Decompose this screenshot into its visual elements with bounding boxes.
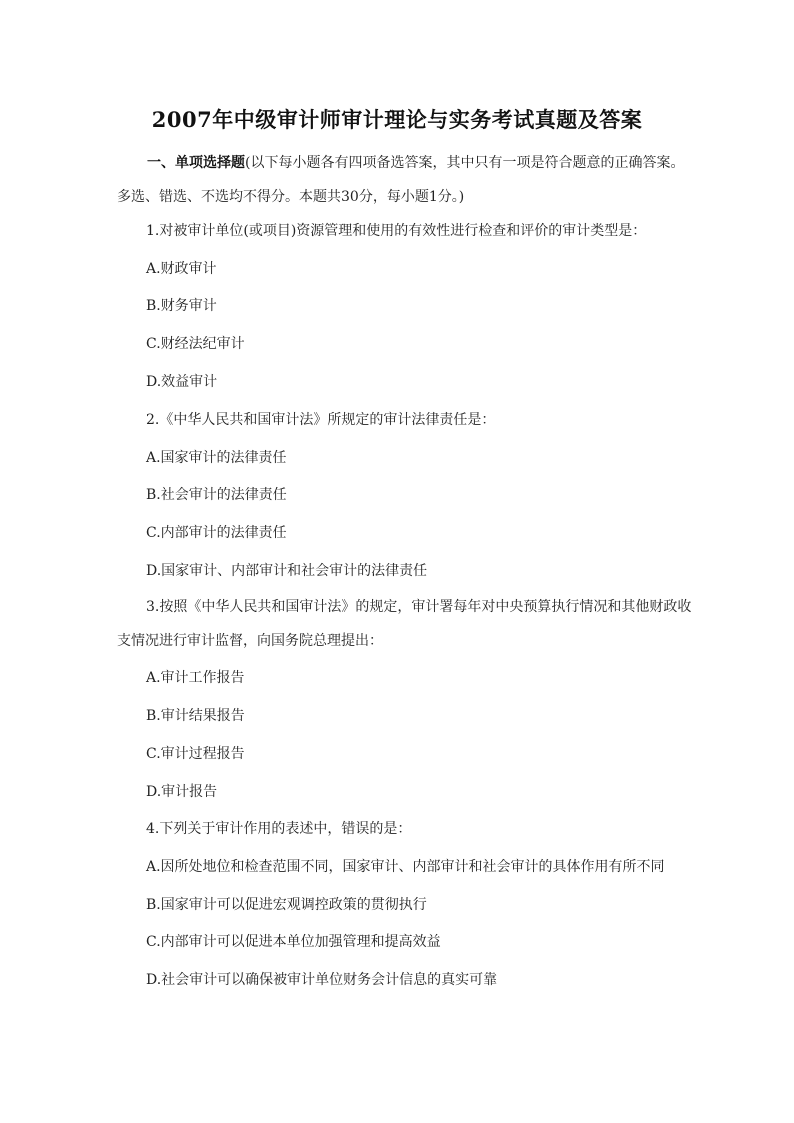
question-3-stem: 3.按照《中华人民共和国审计法》的规定，审计署每年对中央预算执行情况和其他财政收支情况进行审计监督，向国务院总理提出：: [117, 599, 692, 649]
question-2-option-a: A.国家审计的法律责任: [146, 450, 287, 466]
question-1-stem: 1.对被审计单位(或项目)资源管理和使用的有效性进行检查和评价的审计类型是：: [146, 223, 647, 239]
question-4-stem: 4.下列关于审计作用的表述中，错误的是：: [146, 821, 412, 837]
question-4-option-a: A.因所处地位和检查范围不同，国家审计、内部审计和社会审计的具体作用有所不同: [146, 859, 665, 875]
question-1-option-b: B.财务审计: [146, 298, 217, 314]
question-3-option-c: C.审计过程报告: [146, 746, 245, 762]
question-1-option-d: D.效益审计: [146, 374, 218, 390]
section-instructions: (以下每小题各有四项备选答案，其中只有一项是符合题意的正确答案。多选、错选、不选均不得分。本题共30分，每小题1分。): [117, 155, 685, 205]
question-2-stem: 2.《中华人民共和国审计法》所规定的审计法律责任是：: [146, 412, 496, 428]
question-3-option-d: D.审计报告: [146, 784, 218, 800]
question-2-option-d: D.国家审计、内部审计和社会审计的法律责任: [146, 563, 428, 579]
question-2-option-c: C.内部审计的法律责任: [146, 525, 287, 541]
question-4-option-d: D.社会审计可以确保被审计单位财务会计信息的真实可靠: [146, 972, 498, 988]
question-3-option-b: B.审计结果报告: [146, 708, 245, 724]
question-1-option-a: A.财政审计: [146, 261, 217, 277]
question-4-option-b: B.国家审计可以促进宏观调控政策的贯彻执行: [146, 897, 427, 913]
section-intro: [117, 146, 697, 214]
question-2-option-b: B.社会审计的法律责任: [146, 487, 287, 503]
section-heading: 一、单项选择题: [147, 155, 245, 171]
document-title: 2007年中级审计师审计理论与实务考试真题及答案: [151, 107, 643, 132]
question-4-option-c: C.内部审计可以促进本单位加强管理和提高效益: [146, 934, 441, 950]
question-3-option-a: A.审计工作报告: [146, 670, 245, 686]
question-1-option-c: C.财经法纪审计: [146, 336, 245, 352]
